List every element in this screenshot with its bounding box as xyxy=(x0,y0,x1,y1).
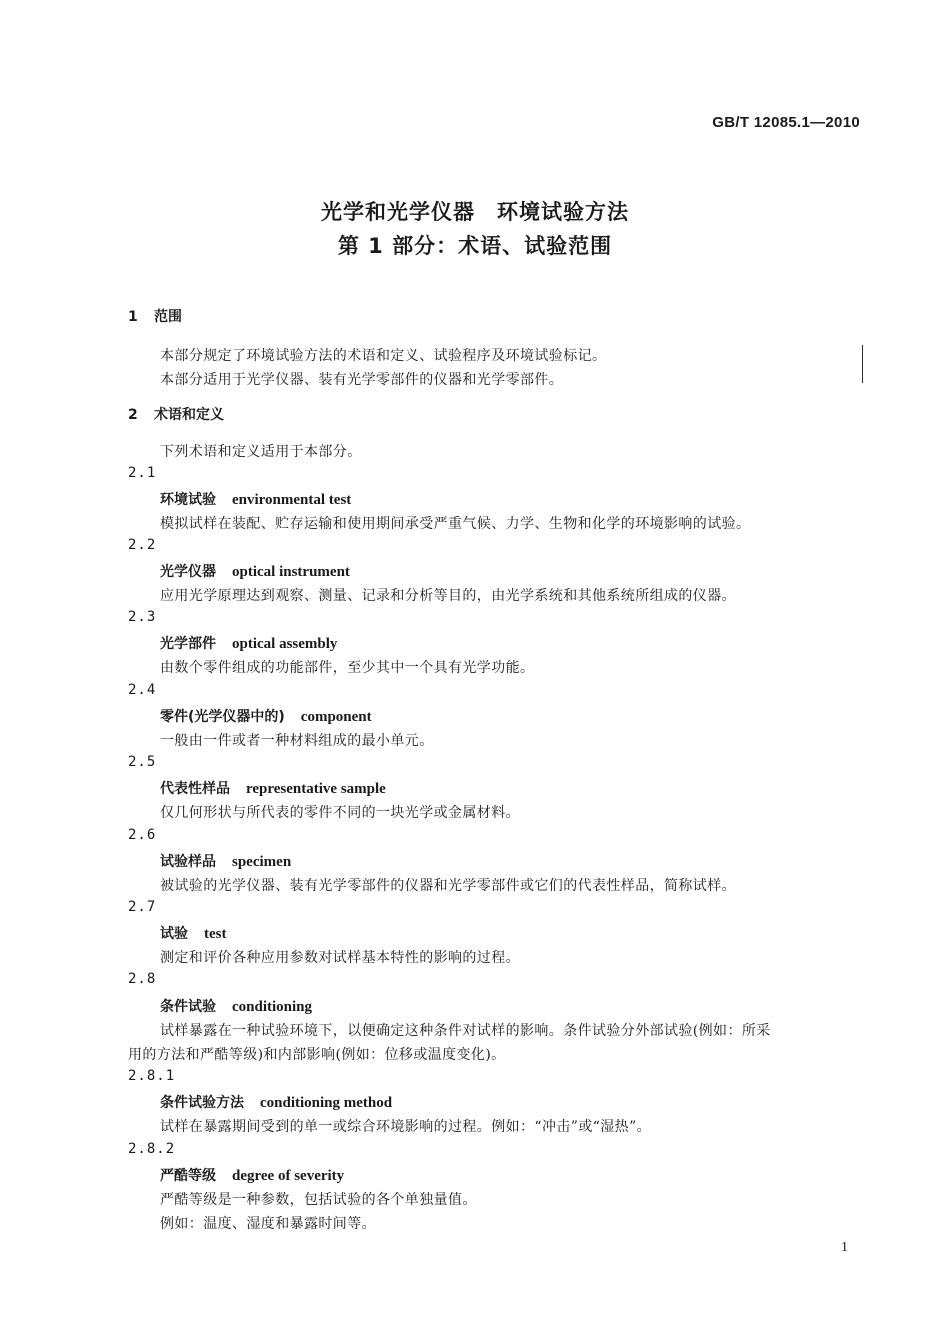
term-number: 2.4 xyxy=(128,682,157,698)
term-en: test xyxy=(204,926,227,942)
term-entry xyxy=(160,996,312,1016)
term-en: component xyxy=(300,709,372,725)
term-definition: 严酷等级是一种参数，包括试验的各个单独量值。 xyxy=(160,1192,477,1208)
term-zh: 光学部件 xyxy=(160,636,216,652)
term-en: optical assembly xyxy=(232,636,338,652)
term-definition: 模拟试样在装配、贮存运输和使用期间承受严重气候、力学、生物和化学的环境影响的试验。 xyxy=(160,516,751,532)
term-definition: 测定和评价各种应用参数对试样基本特性的影响的过程。 xyxy=(160,950,520,966)
page-number: 1 xyxy=(841,1240,848,1255)
term-en: specimen xyxy=(232,854,292,870)
paragraph: 本部分适用于光学仪器、装有光学零部件的仪器和光学零部件。 xyxy=(160,372,564,388)
change-marker-bar xyxy=(862,345,863,383)
term-number: 2.6 xyxy=(128,827,157,843)
term-entry xyxy=(160,633,337,653)
section-title: 术语和定义 xyxy=(154,407,224,423)
term-number: 2.2 xyxy=(128,537,157,553)
term-entry xyxy=(160,923,227,943)
term-en: conditioning xyxy=(232,999,313,1015)
term-zh: 环境试验 xyxy=(160,492,216,508)
standard-code: GB/T 12085.1—2010 xyxy=(712,114,860,131)
term-number: 2.8.1 xyxy=(128,1068,176,1084)
term-number: 2.8 xyxy=(128,971,157,987)
term-zh: 试验样品 xyxy=(160,854,216,870)
section-2-heading xyxy=(128,404,224,424)
paragraph: 本部分规定了环境试验方法的术语和定义、试验程序及环境试验标记。 xyxy=(160,348,607,364)
section-number: 1 xyxy=(128,309,138,325)
term-entry xyxy=(160,778,386,798)
term-entry xyxy=(160,706,372,726)
term-definition: 被试验的光学仪器、装有光学零部件的仪器和光学零部件或它们的代表性样品，简称试样。 xyxy=(160,878,736,894)
document-title-line-1: 光学和光学仪器 环境试验方法 xyxy=(321,200,629,224)
term-zh: 光学仪器 xyxy=(160,564,216,580)
term-number: 2.3 xyxy=(128,609,157,625)
term-zh: 条件试验方法 xyxy=(160,1095,244,1111)
term-en: optical instrument xyxy=(232,564,350,580)
term-number: 2.8.2 xyxy=(128,1141,176,1157)
term-entry xyxy=(160,561,350,581)
term-definition-continued: 用的方法和严酷等级)和内部影响(例如：位移或温度变化)。 xyxy=(128,1047,506,1063)
section-1-heading xyxy=(128,306,182,326)
term-zh: 试验 xyxy=(160,926,188,942)
term-definition: 一般由一件或者一种材料组成的最小单元。 xyxy=(160,733,434,749)
section-intro: 下列术语和定义适用于本部分。 xyxy=(160,444,362,460)
term-entry xyxy=(160,1092,392,1112)
term-entry xyxy=(160,489,351,509)
term-zh: 严酷等级 xyxy=(160,1168,216,1184)
term-zh: 零件(光学仪器中的) xyxy=(160,709,285,725)
section-number: 2 xyxy=(128,407,138,423)
term-en: representative sample xyxy=(246,781,386,797)
term-definition: 试样暴露在一种试验环境下，以便确定这种条件对试样的影响。条件试验分外部试验(例如：所采 xyxy=(160,1023,771,1039)
term-number: 2.1 xyxy=(128,465,157,481)
term-zh: 条件试验 xyxy=(160,999,216,1015)
section-title: 范围 xyxy=(154,309,182,325)
term-definition: 仅几何形状与所代表的零件不同的一块光学或金属材料。 xyxy=(160,805,520,821)
term-example: 例如：温度、湿度和暴露时间等。 xyxy=(160,1216,376,1232)
term-zh: 代表性样品 xyxy=(160,781,230,797)
term-number: 2.5 xyxy=(128,754,157,770)
term-number: 2.7 xyxy=(128,899,157,915)
term-en: environmental test xyxy=(232,492,352,508)
term-entry xyxy=(160,851,291,871)
term-definition: 应用光学原理达到观察、测量、记录和分析等目的，由光学系统和其他系统所组成的仪器。 xyxy=(160,588,736,604)
term-definition: 由数个零件组成的功能部件，至少其中一个具有光学功能。 xyxy=(160,660,535,676)
term-en: conditioning method xyxy=(260,1095,393,1111)
term-entry xyxy=(160,1165,344,1185)
term-en: degree of severity xyxy=(232,1168,345,1184)
document-title-line-2: 第 1 部分：术语、试验范围 xyxy=(337,234,613,258)
term-definition: 试样在暴露期间受到的单一或综合环境影响的过程。例如：“冲击”或“湿热”。 xyxy=(160,1119,652,1135)
